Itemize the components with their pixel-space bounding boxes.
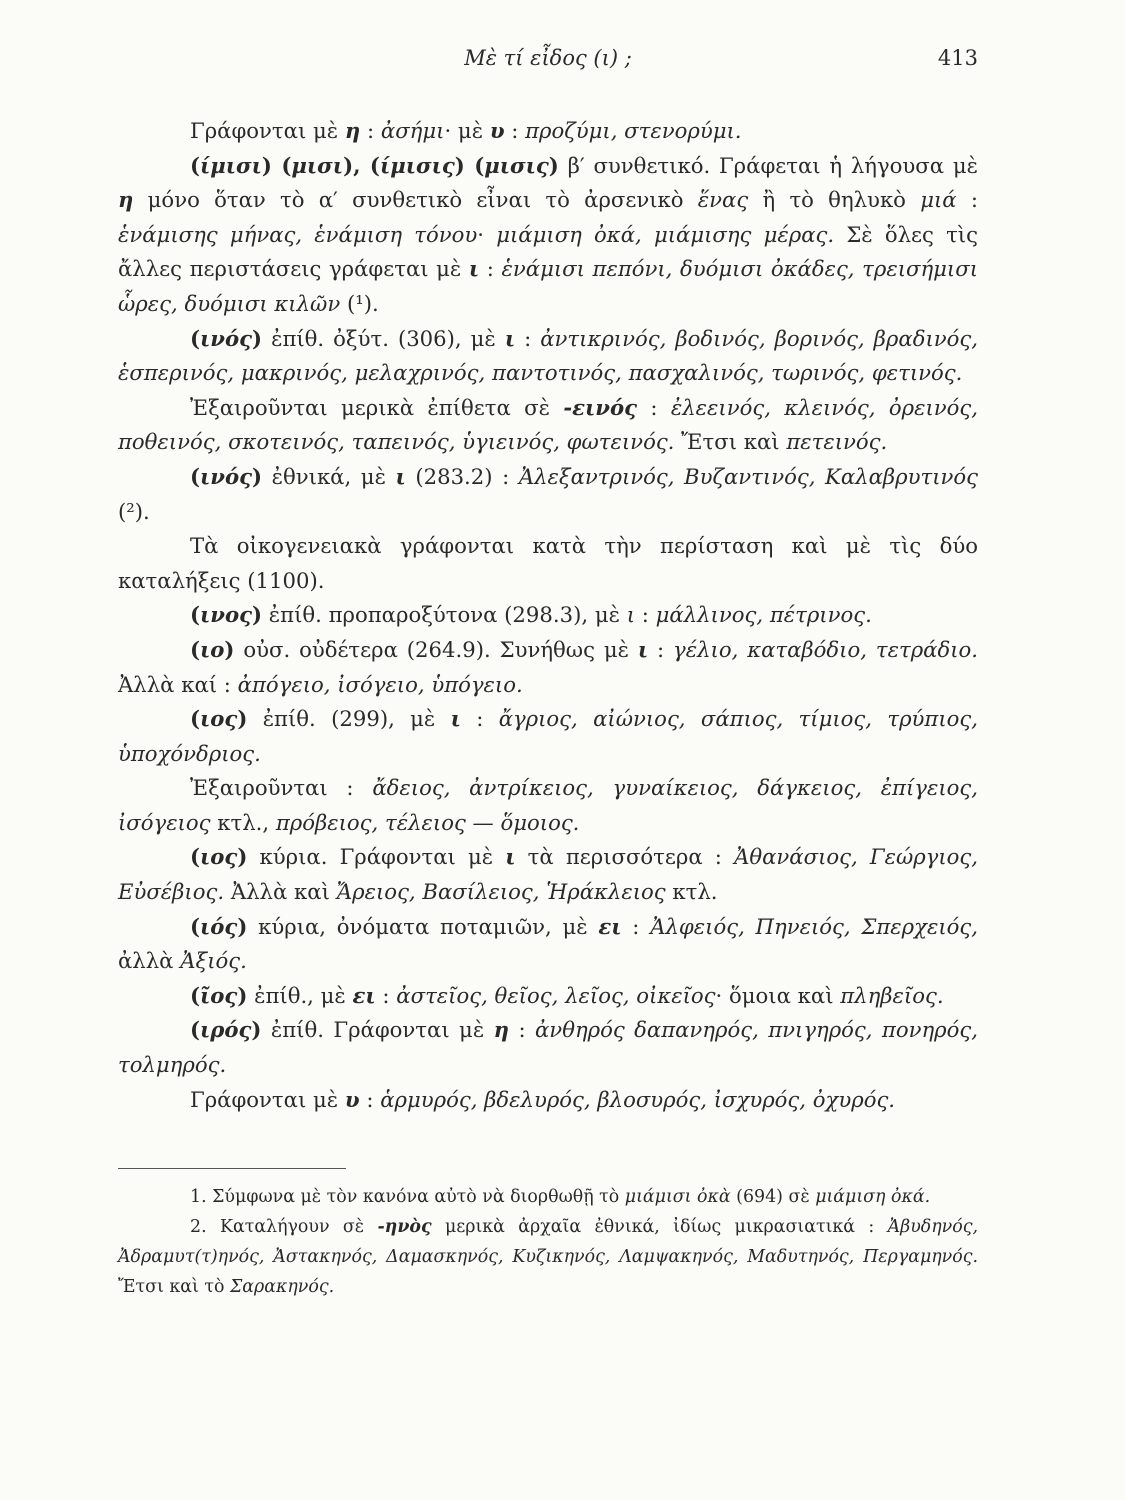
paragraph: (ιο) οὐσ. οὐδέτερα (264.9). Συνήθως μὲ ι : γέλιο, καταβόδιο, τετράδιο. Ἀλλὰ καί : ἀπόγειο, ἰσόγειο, ὑπόγειο. xyxy=(118,636,979,697)
paragraph: Γράφονται μὲ υ : ἁρμυρός, βδελυρός, βλοσυρός, ἰσχυρός, ὀχυρός. xyxy=(190,1086,896,1112)
footnote: 2. Καταλήγουν σὲ -ηνὸς μερικὰ ἀρχαῖα ἐθνικά, ἰδίως μικρασιατικά : Ἀβυδηνός, Ἀδραμυτ(τ)ηνός, Ἀστακηνός, Δαμασκηνός, Κυζικηνός, Λαμψακηνός, Μαδυτηνός, Περγαμηνός. Ἔτσι καὶ τὸ Σαρακηνός. xyxy=(118,1217,978,1297)
paragraph: (ινός) ἐπίθ. ὀξύτ. (306), μὲ ι : ἀντικρινός, βοδινός, βορινός, βραδινός, ἑσπερινός, μακρινός, μελαχρινός, παντοτινός, πασχαλινός, τωρινός, φετινός. xyxy=(118,325,978,386)
paragraph: (ίμισι) (μισι), (ίμισις) (μισις) β′ συνθετικό. Γράφεται ἡ λήγουσα μὲ η μόνο ὅταν τὸ α′ συνθετικὸ εἶναι τὸ ἀρσενικὸ ἕνας ἢ τὸ θηλυκὸ μιά : ἑνάμισης μήνας, ἑνάμιση τόνου· μιάμιση ὀκά, μιάμισης μέρας. Σὲ ὅλες τὶς ἄλλες περιστάσεις γράφεται μὲ ι : ἑνάμισι πεπόνι, δυόμισι ὀκάδες, τρεισήμισι ὧρες, δυόμισι κιλῶν (¹). xyxy=(118,152,979,316)
paragraph: (ῖος) ἐπίθ., μὲ ει : ἀστεῖος, θεῖος, λεῖος, οἰκεῖος· ὅμοια καὶ πληβεῖος. xyxy=(190,982,944,1008)
paragraph: (ινός) ἐθνικά, μὲ ι (283.2) : Ἀλεξαντρινός, Βυζαντινός, Καλαβρυτινός (²). xyxy=(118,463,979,524)
main-text xyxy=(118,114,978,1117)
running-title: Μὲ τί εἶδος (ι) ; xyxy=(464,46,632,70)
footnotes xyxy=(118,1182,978,1302)
paragraph: Τὰ οἰκογενειακὰ γράφονται κατὰ τὴν περίσταση καὶ μὲ τὶς δύο καταλήξεις (1100). xyxy=(118,533,978,593)
paragraph: (ιρός) ἐπίθ. Γράφονται μὲ η : ἀνθηρός δαπανηρός, πνιγηρός, πονηρός, τολμηρός. xyxy=(118,1017,978,1078)
paragraph: (ιος) κύρια. Γράφονται μὲ ι τὰ περισσότερα : Ἀθανάσιος, Γεώργιος, Εὐσέβιος. Ἀλλὰ καὶ Ἄρειος, Βασίλειος, Ἡράκλειος κτλ. xyxy=(118,844,979,905)
running-header xyxy=(118,46,978,76)
paragraph: Ἐξαιροῦνται : ἄδειος, ἀντρίκειος, γυναίκειος, δάγκειος, ἐπίγειος, ἰσόγειος κτλ., πρόβειος, τέλειος — ὅμοιος. xyxy=(118,775,978,835)
paragraph: (ιος) ἐπίθ. (299), μὲ ι : ἄγριος, αἰώνιος, σάπιος, τίμιος, τρύπιος, ὑποχόνδριος. xyxy=(118,706,978,766)
footnote: 1. Σύμφωνα μὲ τὸν κανόνα αὐτὸ νὰ διορθωθῇ τὸ μιάμισι ὀκὰ (694) σὲ μιάμιση ὀκά. xyxy=(190,1187,931,1207)
paragraph: (ινος) ἐπίθ. προπαροξύτονα (298.3), μὲ ι : μάλλινος, πέτρινος. xyxy=(190,602,872,628)
paragraph: (ιός) κύρια, ὀνόματα ποταμιῶν, μὲ ει : Ἀλφειός, Πηνειός, Σπερχειός, ἀλλὰ Ἀξιός. xyxy=(118,913,979,974)
paragraph: Γράφονται μὲ η : ἀσήμι· μὲ υ : προζύμι, στενορύμι. xyxy=(190,118,742,143)
footnote-divider xyxy=(118,1168,346,1169)
page-number: 413 xyxy=(937,46,978,70)
paragraph: Ἐξαιροῦνται μερικὰ ἐπίθετα σὲ -εινός : ἐλεεινός, κλεινός, ὀρεινός, ποθεινός, σκοτεινός, ταπεινός, ὑγιεινός, φωτεινός. Ἔτσι καὶ πετεινός. xyxy=(118,394,978,455)
